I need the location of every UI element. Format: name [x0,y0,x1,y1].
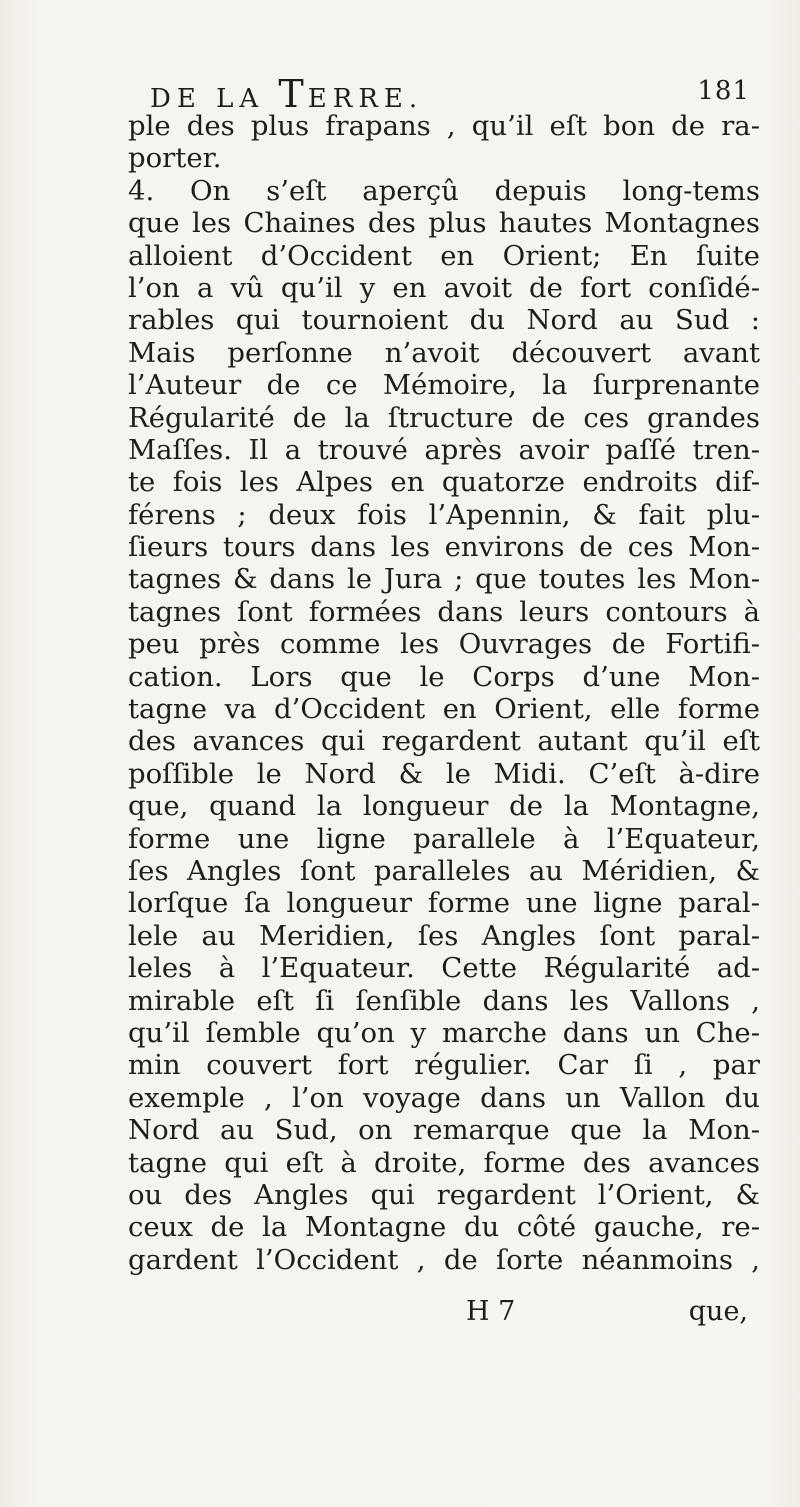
text-line: Maſſes. Il a trouvé après avoir paſſé tren- [128,433,760,466]
text-line: tagne qui eſt à droite, forme des avances [128,1146,760,1179]
text-line: qu’il ſemble qu’on y marche dans un Che- [128,1016,760,1049]
text-line: cation. Lors que le Corps d’une Mon- [128,660,760,693]
text-line: des avances qui regardent autant qu’il eſt [128,725,760,758]
text-line: ple des plus frapans , qu’il eſt bon de ra- [128,110,760,142]
page-number: 181 [697,76,750,106]
text-line: l’Auteur de ce Mémoire, la ſurprenante [128,369,760,402]
text-line: ſieurs tours dans les environs de ces Mon- [128,531,760,564]
text-line: porter. [128,142,222,175]
text-line: férens ; deux fois l’Apennin, & fait plu- [128,498,760,531]
text-line: Régularité de la ſtructure de ces grandes [128,401,760,434]
text-line: peu près comme les Ouvrages de Fortifi- [128,628,760,661]
catchword: que, [688,1296,748,1327]
page-footer [128,1296,760,1328]
text-line: Mais perſonne n’avoit découvert avant [128,336,760,369]
text-line: tagnes & dans le Jura ; que toutes les Mon- [128,563,760,596]
text-line: alloient d’Occident en Orient; En ſuite [128,239,760,272]
text-line: gardent l’Occident , de ſorte néanmoins , [128,1243,760,1276]
text-line: l’on a vû qu’il y en avoit de fort conſidé- [128,271,760,304]
text-line: min couvert fort régulier. Car ſi , par [128,1049,760,1082]
text-line: 4. On s’eſt aperçû depuis long-tems [128,174,760,207]
running-header [150,72,750,116]
body-text [128,110,760,1276]
text-line: exemple , l’on voyage dans un Vallon du [128,1081,760,1114]
text-line: lele au Meridien, ſes Angles ſont paral- [128,919,760,952]
text-line: tagne va d’Occident en Orient, elle forme [128,693,760,726]
text-line: rables qui tournoient du Nord au Sud : [128,304,760,337]
text-line: tagnes ſont formées dans leurs contours à [128,595,760,628]
text-line: poſſible le Nord & le Midi. C’eſt à-dire [128,757,760,790]
text-line: mirable eſt ſi ſenſible dans les Vallons , [128,984,760,1017]
text-line: ceux de la Montagne du côté gauche, re- [128,1211,760,1244]
running-title-initial: T [278,72,308,116]
text-line: te fois les Alpes en quatorze endroits dif- [128,466,760,499]
text-line: ſes Angles ſont paralleles au Méridien, & [128,854,760,887]
text-line: que, quand la longueur de la Montagne, [128,790,760,823]
text-line: leles à l’Equateur. Cette Régularité ad- [128,952,760,985]
signature-mark: H 7 [466,1296,516,1327]
running-title-prefix: DE LA [150,84,279,114]
text-line: que les Chaines des plus hautes Montagnes [128,207,760,240]
text-line: lorſque ſa longueur forme une ligne paral- [128,887,760,920]
text-line: Nord au Sud, on remarque que la Mon- [128,1114,760,1147]
text-line: ou des Angles qui regardent l’Orient, & [128,1178,760,1211]
text-line: forme une ligne parallele à l’Equateur, [128,822,760,855]
running-title-rest: ERRE. [307,84,424,114]
